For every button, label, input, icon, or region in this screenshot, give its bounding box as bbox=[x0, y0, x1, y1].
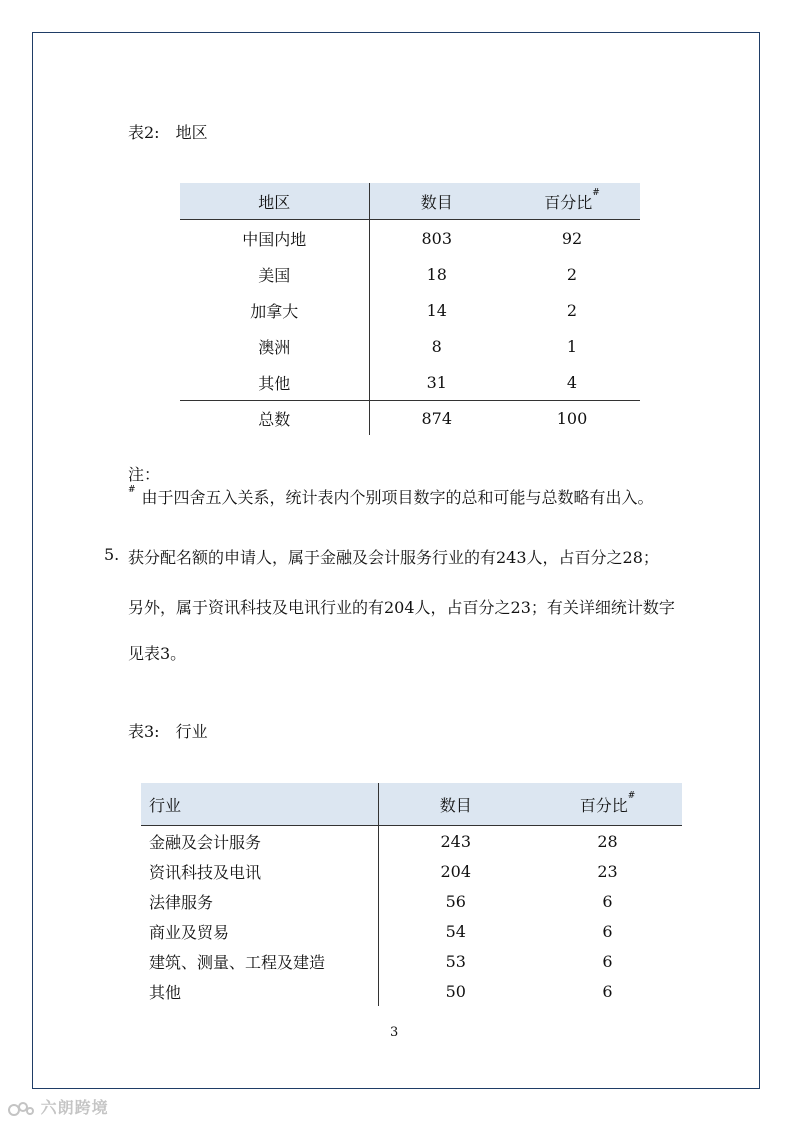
table-row bbox=[180, 364, 640, 401]
table2-caption-title: 地区 bbox=[175, 123, 208, 142]
total-row bbox=[180, 401, 640, 436]
count-cell: 56 bbox=[445, 891, 466, 911]
note-label: 注： bbox=[128, 465, 161, 484]
table-row bbox=[141, 946, 682, 976]
header-count: 数目 bbox=[369, 183, 504, 220]
table3-caption bbox=[128, 719, 208, 742]
paragraph-line-3: 见表3。 bbox=[128, 644, 187, 663]
total-count-cell: 874 bbox=[369, 401, 504, 436]
table-row bbox=[180, 256, 640, 292]
header-percent-label: 百分比 bbox=[544, 192, 593, 212]
header-percent bbox=[533, 783, 682, 826]
industry-cell: 商业及贸易 bbox=[141, 916, 378, 946]
table2-caption bbox=[128, 120, 208, 143]
count-cell: 53 bbox=[445, 951, 466, 971]
paragraph-line-1: 获分配名额的申请人，属于金融及会计服务行业的有243人，占百分之28； bbox=[128, 548, 659, 567]
table3-caption-prefix: 表3: bbox=[128, 722, 160, 741]
region-cell: 中国内地 bbox=[180, 220, 369, 257]
table3-caption-title: 行业 bbox=[175, 722, 208, 741]
header-percent-label: 百分比 bbox=[579, 795, 628, 815]
industry-cell: 金融及会计服务 bbox=[141, 826, 378, 857]
industry-cell: 其他 bbox=[141, 976, 378, 1006]
total-percent-cell: 100 bbox=[504, 401, 640, 436]
table-row bbox=[141, 856, 682, 886]
percent-cell: 28 bbox=[597, 831, 618, 851]
count-cell: 243 bbox=[440, 831, 472, 851]
table-header-row bbox=[180, 183, 640, 220]
table-row bbox=[141, 976, 682, 1006]
industry-cell: 资讯科技及电讯 bbox=[141, 856, 378, 886]
industry-table bbox=[141, 783, 682, 1006]
region-cell: 其他 bbox=[180, 364, 369, 401]
total-label-cell: 总数 bbox=[180, 401, 369, 436]
region-cell: 加拿大 bbox=[180, 292, 369, 328]
header-percent bbox=[504, 183, 640, 220]
percent-cell: 4 bbox=[566, 372, 578, 392]
table-row bbox=[141, 826, 682, 857]
percent-cell: 6 bbox=[602, 921, 613, 941]
percent-cell: 92 bbox=[561, 228, 583, 248]
count-cell: 8 bbox=[431, 336, 442, 356]
brand-logo-icon bbox=[8, 1100, 34, 1118]
paragraph-number: 5. bbox=[104, 545, 120, 564]
table-row bbox=[141, 886, 682, 916]
table-row bbox=[141, 916, 682, 946]
count-cell: 204 bbox=[440, 861, 472, 881]
page-number: 3 bbox=[390, 1025, 399, 1040]
percent-cell: 2 bbox=[566, 264, 578, 284]
footnote-mark: # bbox=[592, 187, 600, 198]
percent-cell: 6 bbox=[602, 981, 613, 1001]
region-cell: 美国 bbox=[180, 256, 369, 292]
table-row bbox=[180, 220, 640, 257]
region-table bbox=[180, 183, 640, 435]
table2-caption-prefix: 表2: bbox=[128, 123, 160, 142]
percent-cell: 23 bbox=[597, 861, 618, 881]
table-row bbox=[180, 328, 640, 364]
industry-cell: 建筑、测量、工程及建造 bbox=[141, 946, 378, 976]
note-body: 由于四舍五入关系，统计表内个别项目数字的总和可能与总数略有出入。 bbox=[141, 488, 654, 507]
watermark bbox=[8, 1095, 109, 1118]
note-mark: # bbox=[128, 485, 136, 495]
percent-cell: 2 bbox=[566, 300, 578, 320]
header-count: 数目 bbox=[378, 783, 533, 826]
count-cell: 31 bbox=[426, 372, 447, 392]
count-cell: 803 bbox=[421, 228, 453, 248]
note-text bbox=[128, 485, 654, 508]
table-row bbox=[180, 292, 640, 328]
count-cell: 54 bbox=[445, 921, 466, 941]
industry-cell: 法律服务 bbox=[141, 886, 378, 916]
table-header-row bbox=[141, 783, 682, 826]
header-industry: 行业 bbox=[141, 783, 378, 826]
percent-cell: 6 bbox=[602, 891, 613, 911]
watermark-text: 六朗跨境 bbox=[40, 1098, 109, 1117]
percent-cell: 6 bbox=[602, 951, 613, 971]
count-cell: 50 bbox=[445, 981, 466, 1001]
region-cell: 澳洲 bbox=[180, 328, 369, 364]
paragraph-line-2: 另外，属于资讯科技及电讯行业的有204人，占百分之23；有关详细统计数字 bbox=[128, 598, 675, 617]
count-cell: 18 bbox=[426, 264, 447, 284]
header-region: 地区 bbox=[180, 183, 369, 220]
footnote-mark: # bbox=[627, 790, 636, 801]
count-cell: 14 bbox=[426, 300, 447, 320]
percent-cell: 1 bbox=[566, 336, 578, 356]
